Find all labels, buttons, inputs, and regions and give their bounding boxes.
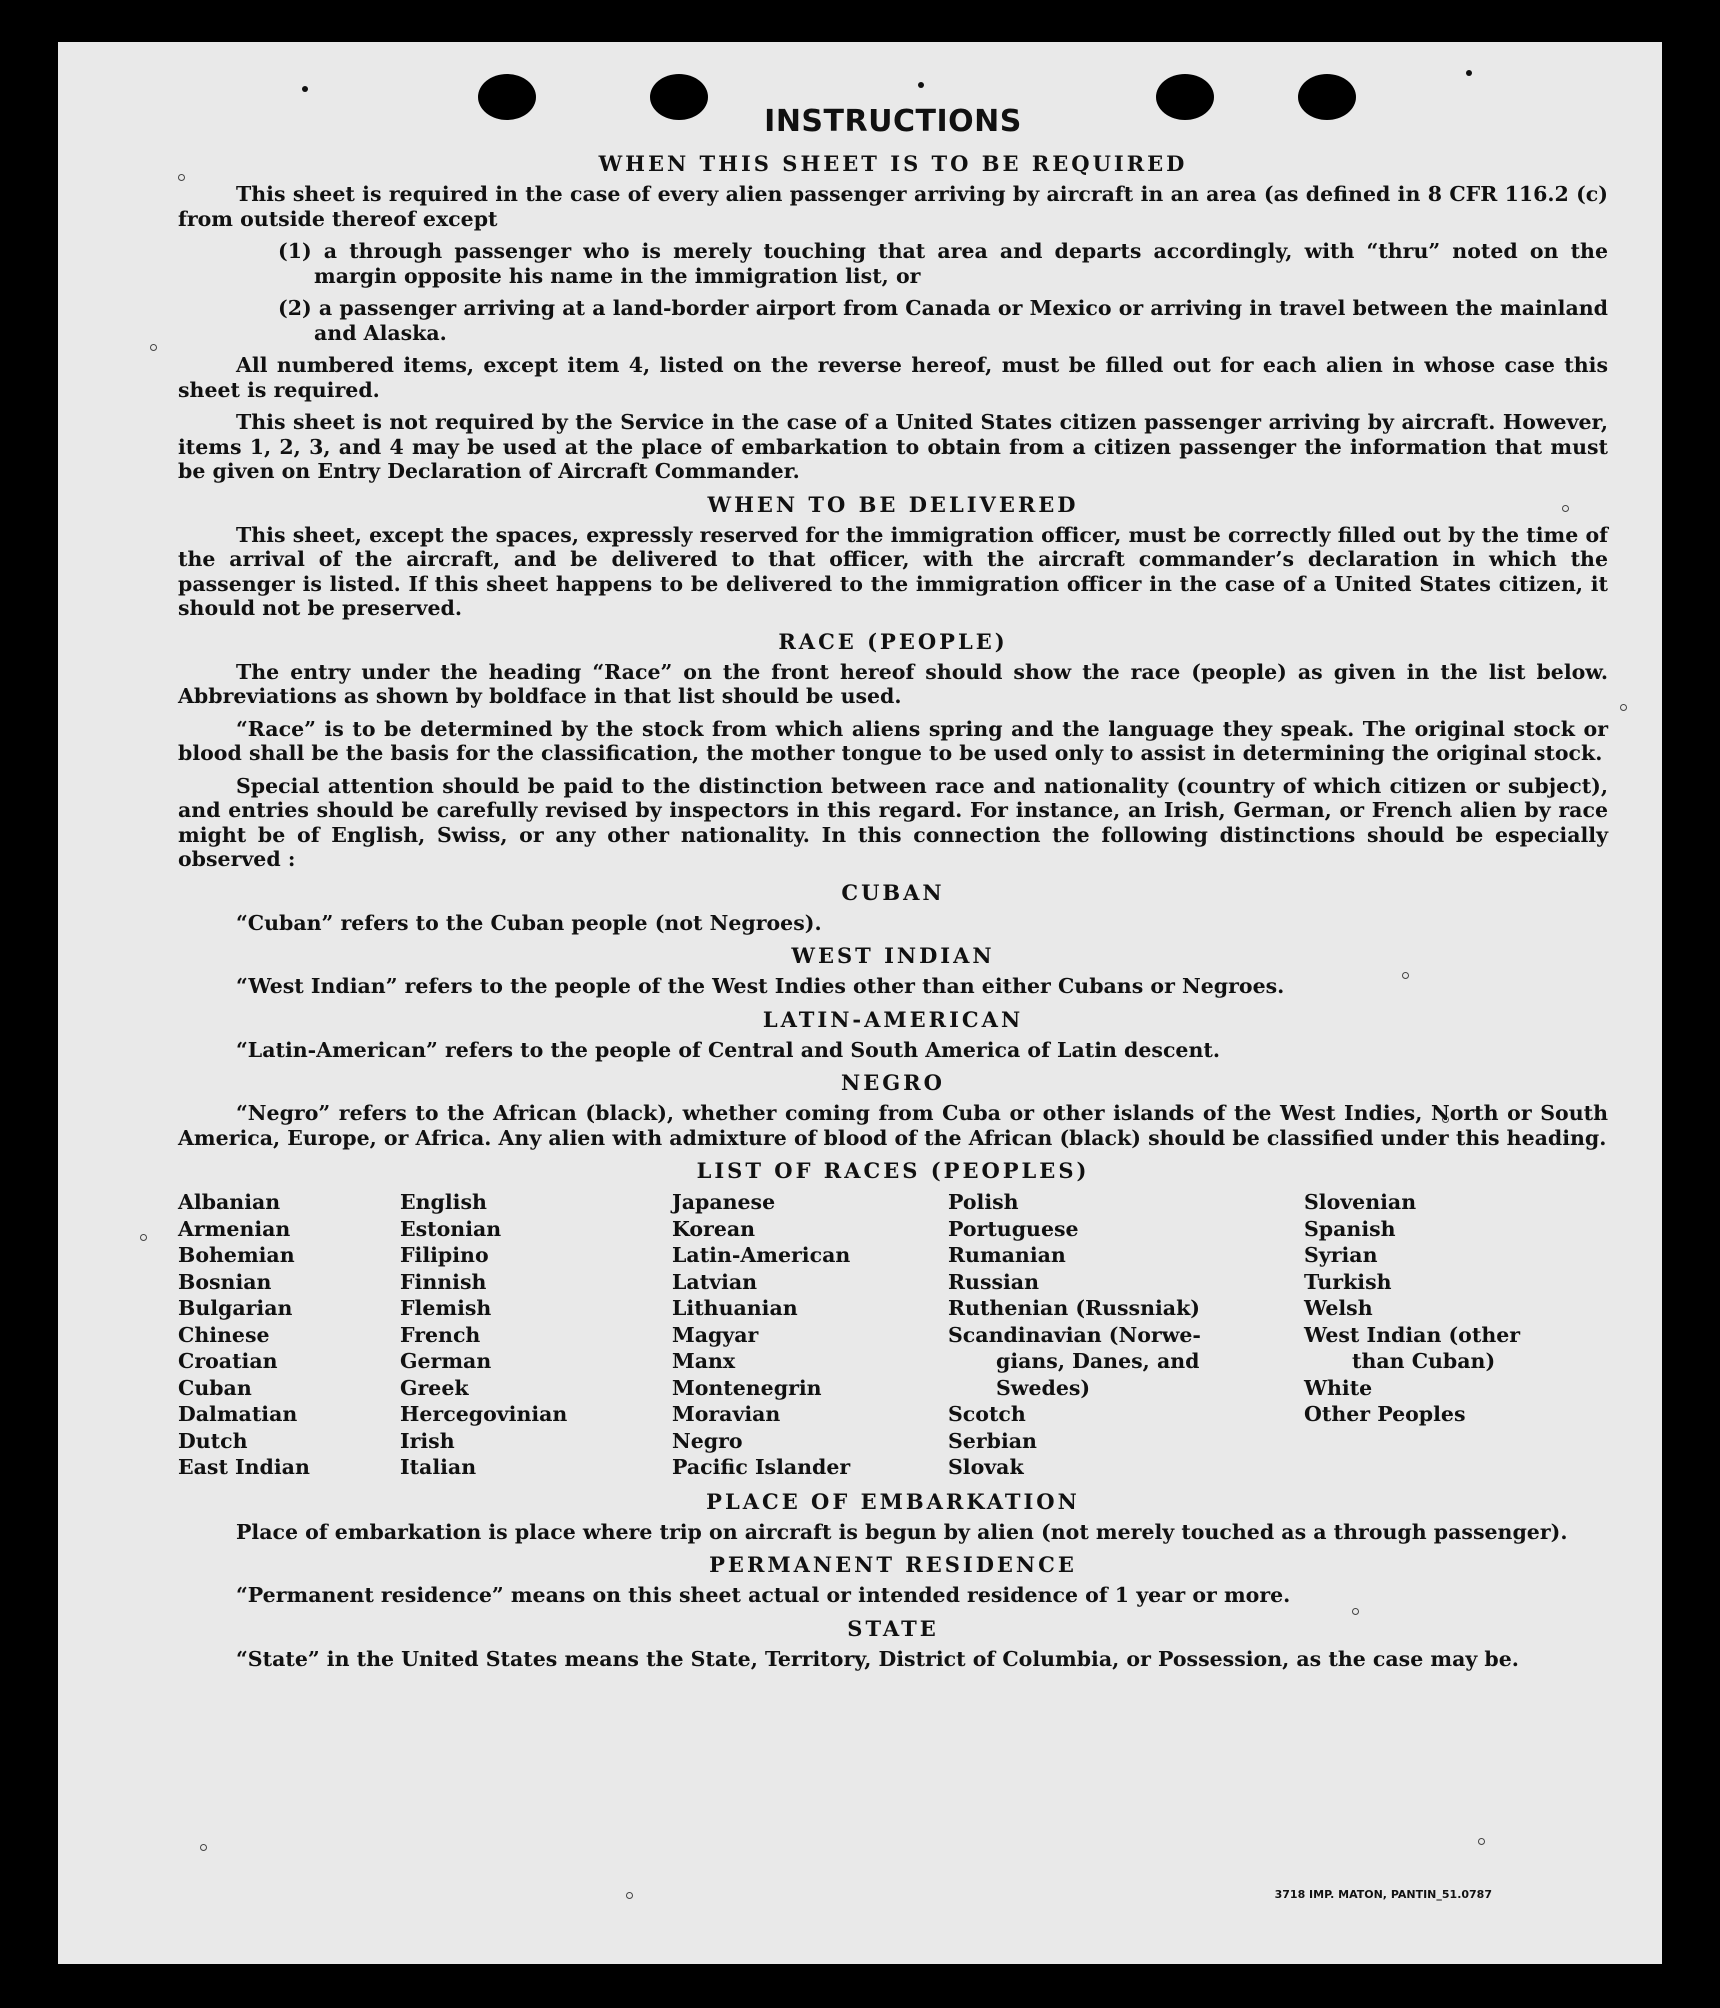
heading-latin-american: LATIN-AMERICAN [762, 1006, 1024, 1032]
paragraph: The entry under the heading “Race” on the front hereof should show the race (people) as given in the list below. Abbreviations as shown by boldface in that list should be used. [178, 659, 1608, 708]
race-entry: Moravian [672, 1402, 781, 1426]
definition-text: “Cuban” refers to the Cuban people (not Negroes). [236, 910, 822, 935]
paragraph: This sheet, except the spaces, expressly reserved for the immigration officer, must be correctly filled out by the time of the arrival of the aircraft, and be delivered to that officer, with the aircraft commander’s declaration in which the passenger is listed. If this sheet happens to be delivered to the immigration officer in the case of a United States citizen, it should not be preserved. [178, 522, 1608, 620]
race-entry: Magyar [672, 1322, 759, 1347]
races-column [1304, 1189, 1604, 1481]
race-entry: Filipino [400, 1243, 489, 1267]
race-entry: Korean [672, 1216, 756, 1241]
paper-speck [626, 1892, 633, 1899]
race-entry: White [1304, 1375, 1373, 1400]
heading-race: RACE (PEOPLE) [778, 628, 1008, 654]
race-entry: Croatian [178, 1349, 278, 1373]
definition-text: “State” in the United States means the State, Territory, District of Columbia, or Possession, as the case may be. [236, 1646, 1519, 1671]
definition-text: “West Indian” refers to the people of the West Indies other than either Cubans or Negroes. [236, 974, 1285, 998]
paragraph: This sheet is required in the case of every alien passenger arriving by aircraft in an area (as defined in 8 CFR 116.2 (c) from outside thereof except [178, 182, 1608, 231]
race-entry: Latvian [672, 1269, 758, 1294]
race-entry: Swedes) [996, 1375, 1091, 1400]
heading-permanent-residence: PERMANENT RESIDENCE [709, 1552, 1077, 1577]
paper-speck [200, 1844, 207, 1851]
races-list [178, 1189, 1608, 1481]
heading-when-delivered: WHEN TO BE DELIVERED [707, 491, 1079, 517]
heading-negro: NEGRO [841, 1070, 945, 1095]
paper-speck [140, 1234, 147, 1241]
paragraph: “Race” is to be determined by the stock from which aliens spring and the language they speak. The original stock or blood shall be the basis for the classification, the mother tongue to be used only to assist in determining the original stock. [178, 716, 1608, 765]
race-entry: Greek [400, 1375, 469, 1400]
race-entry: Finnish [400, 1269, 487, 1294]
definition-text: “Permanent residence” means on this sheet actual or intended residence of 1 year or more. [236, 1583, 1291, 1607]
race-entry: Lithuanian [672, 1296, 798, 1320]
printer-imprint: 3718 IMP. MATON, PANTIN_51.0787 [1274, 1888, 1492, 1901]
instructions-content [178, 104, 1608, 1679]
race-entry: Polish [948, 1190, 1019, 1214]
ink-speck [1466, 70, 1472, 76]
race-entry: Dutch [178, 1428, 248, 1453]
paper-speck [1620, 704, 1627, 711]
race-entry: Russian [948, 1269, 1039, 1294]
paragraph: All numbered items, except item 4, listed on the reverse hereof, must be filled out for each alien in whose case this sheet is required. [178, 353, 1608, 402]
race-entry: Other Peoples [1304, 1402, 1466, 1426]
paper-speck [1478, 1838, 1485, 1845]
races-column [948, 1189, 1304, 1481]
ink-speck [302, 86, 308, 92]
paragraph: Special attention should be paid to the distinction between race and nationality (country of which citizen or subject), and entries should be carefully revised by inspectors in this regard. For instance, an Irish, German, or French alien by race might be of English, Swiss, or any other nationality. In this connection the following distinctions should be especially observed : [178, 773, 1608, 871]
race-entry: Negro [672, 1428, 743, 1453]
race-entry: Slovenian [1304, 1190, 1417, 1214]
ink-speck [918, 82, 924, 88]
race-entry: Irish [400, 1428, 455, 1453]
race-entry: East Indian [178, 1455, 310, 1479]
race-entry: Rumanian [948, 1243, 1066, 1267]
race-entry: Bohemian [178, 1243, 295, 1267]
race-entry: Hercegovinian [400, 1402, 568, 1426]
race-entry: West Indian (other [1304, 1322, 1521, 1347]
heading-west-indian: WEST INDIAN [791, 943, 995, 968]
race-entry: Welsh [1304, 1296, 1373, 1320]
document-page [58, 42, 1662, 1964]
definition-text: “Negro” refers to the African (black), whether coming from Cuba or other islands of the West Indies, North or South America, Europe, or Africa. Any alien with admixture of blood of the African (black) should be classified under this heading. [178, 1101, 1608, 1150]
definition-text: Place of embarkation is place where trip on aircraft is begun by alien (not merely touched as a through passenger). [236, 1519, 1568, 1544]
race-entry: Serbian [948, 1428, 1037, 1453]
list-item: (2) a passenger arriving at a land-border airport from Canada or Mexico or arriving in travel between the mainland and Alaska. [278, 296, 1608, 345]
races-column [400, 1189, 672, 1481]
race-entry: Chinese [178, 1322, 270, 1347]
heading-state: STATE [847, 1615, 939, 1641]
race-entry: Flemish [400, 1296, 492, 1320]
race-entry: Ruthenian (Russniak) [948, 1296, 1200, 1320]
paragraph: This sheet is not required by the Service in the case of a United States citizen passenger arriving by aircraft. However, items 1, 2, 3, and 4 may be used at the place of embarkation to obtain from a citizen passenger the information that must be given on Entry Declaration of Aircraft Commander. [178, 410, 1608, 483]
list-item: (1) a through passenger who is merely touching that area and departs accordingly, with “thru” noted on the margin opposite his name in the immigration list, or [278, 239, 1608, 288]
races-column [178, 1189, 400, 1481]
race-entry: Slovak [948, 1455, 1024, 1479]
race-entry: Cuban [178, 1375, 252, 1400]
heading-list-of-races: LIST OF RACES (PEOPLES) [696, 1158, 1090, 1183]
races-column [672, 1189, 948, 1481]
race-entry: Scotch [948, 1402, 1026, 1426]
race-entry: Latin-American [672, 1243, 851, 1267]
heading-when-required: WHEN THIS SHEET IS TO BE REQUIRED [598, 151, 1188, 176]
race-entry: French [400, 1322, 481, 1347]
page-title: INSTRUCTIONS [764, 104, 1022, 139]
heading-place-of-embarkation: PLACE OF EMBARKATION [706, 1488, 1080, 1514]
race-entry: Japanese [672, 1190, 776, 1214]
race-entry: English [400, 1190, 487, 1214]
race-entry: Portuguese [948, 1216, 1079, 1241]
race-entry: Scandinavian (Norwe- [948, 1322, 1201, 1347]
race-entry: Albanian [178, 1190, 281, 1214]
race-entry: Italian [400, 1455, 477, 1479]
race-entry: Bulgarian [178, 1296, 293, 1320]
paper-speck [150, 344, 157, 351]
race-entry: Montenegrin [672, 1375, 822, 1400]
race-entry: Spanish [1304, 1216, 1396, 1241]
race-entry: Syrian [1304, 1243, 1378, 1267]
definition-text: “Latin-American” refers to the people of Central and South America of Latin descent. [236, 1037, 1220, 1062]
race-entry: Estonian [400, 1216, 502, 1241]
race-entry: Manx [672, 1349, 736, 1373]
race-entry: than Cuban) [1352, 1349, 1496, 1373]
heading-cuban: CUBAN [841, 879, 945, 905]
race-entry: Pacific Islander [672, 1455, 851, 1479]
race-entry: German [400, 1349, 492, 1373]
race-entry: Bosnian [178, 1269, 272, 1294]
race-entry: Turkish [1304, 1269, 1392, 1294]
race-entry: Dalmatian [178, 1402, 298, 1426]
race-entry: gians, Danes, and [996, 1349, 1200, 1373]
race-entry: Armenian [178, 1216, 291, 1241]
